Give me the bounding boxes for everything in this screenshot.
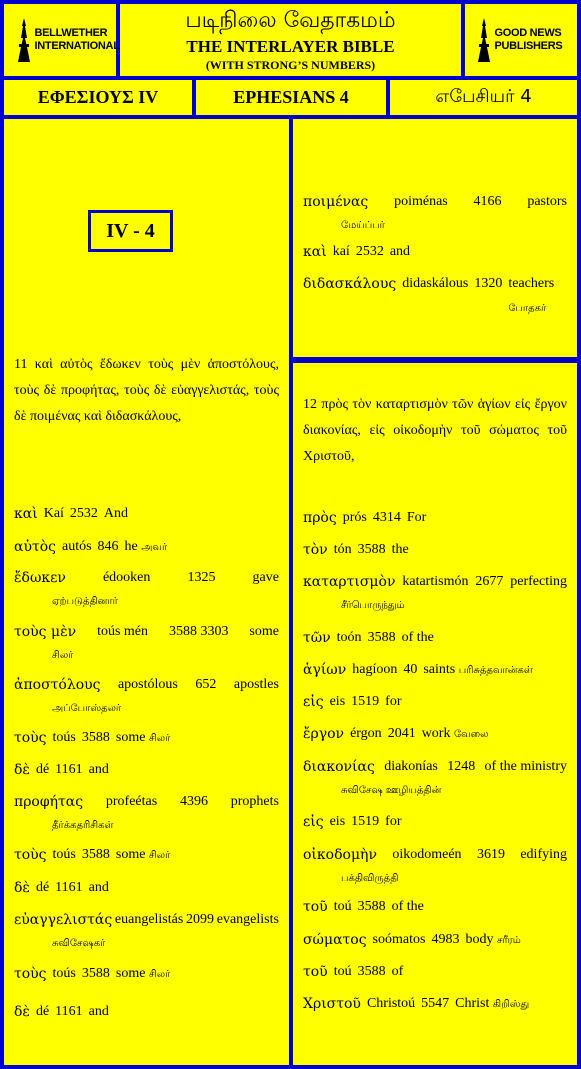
entry-line [303,992,567,1017]
transliteration: toús [52,730,76,745]
left-word-entry [14,566,279,614]
greek-word: πρὸς [303,510,337,526]
right-word-entry [303,960,567,984]
transliteration: dé [35,1004,50,1019]
greek-word: τῶν [303,630,331,646]
entry-line [303,810,567,834]
entry-line [303,658,567,683]
english-gloss: he அவர் [124,539,168,554]
english-gloss: of the [391,899,424,914]
transliteration: apostólous [117,677,178,692]
strong-number: 3588 [357,899,386,914]
entry-line [14,790,279,814]
greek-word: καταρτισμὸν [303,574,396,590]
english-gloss: and [88,762,109,777]
entry-line [14,502,279,526]
strong-number: 4314 [372,510,401,525]
strong-number: 3588 [81,847,110,862]
transliteration: dé [35,762,50,777]
right-word-entry [303,626,567,650]
transliteration: tón [333,542,352,557]
tamil-gloss: சிலர் [148,733,171,744]
right-word-entry [303,538,567,562]
transliteration: toús [52,847,76,862]
transliteration: érgon [350,726,382,741]
entry-line [303,190,567,214]
entry-line [303,240,567,264]
strong-number: 3588 3303 [168,624,229,639]
right-word-entry [303,928,567,953]
strong-number: 1161 [55,1004,83,1019]
entry-line [14,1000,279,1024]
transliteration: dé [35,880,50,895]
entry-line [14,535,279,560]
entry-line [303,506,567,530]
transliteration: eis [329,694,346,709]
english-gloss: teachers போதகர் [508,276,555,314]
transliteration: poiménas [394,194,448,209]
english-gloss: saints பரிசுத்தவான்கள் [423,662,533,677]
right-top-word-entry [303,190,567,238]
english-gloss: edifying [520,847,567,862]
entry-line [303,960,567,984]
greek-word: δὲ [14,880,30,896]
entry-line [303,722,567,747]
left-word-entry [14,908,279,956]
english-gloss: for [385,694,402,709]
strong-number: 652 [195,677,217,692]
english-gloss: perfecting [510,574,567,589]
transliteration: édooken [102,570,151,585]
transliteration: autós [61,539,92,554]
chapter-badge: IV - 4 [88,210,173,252]
english-gloss: For [406,510,427,525]
greek-word: εἰς [303,814,324,830]
tamil-gloss: மேய்ப்பர் [341,220,385,231]
greek-word: ἀποστόλους [14,677,101,693]
strong-number: 3588 [81,730,110,745]
transliteration: toú [333,899,352,914]
strong-number: 4983 [431,932,460,947]
greek-word: τοὺς [14,730,47,746]
strong-number: 1519 [351,814,380,829]
entry-line [303,626,567,650]
entry-line [303,272,567,321]
english-gloss: some சிலர் [115,966,171,981]
greek-word: τοῦ [303,964,328,980]
english-gloss: and [88,880,109,895]
english-gloss: And [103,506,129,521]
strong-number: 2677 [475,574,504,589]
left-word-entry [14,758,279,782]
left-word-entry [14,502,279,526]
english-gloss: apostles [233,677,279,692]
entry-line [303,843,567,867]
strong-number: 846 [97,539,119,554]
verse-11-text: 11 καὶ αὐτὸς ἔδωκεν τοὺς μὲν ἀποστόλους, τοὺς δὲ προφήτας, τοὺς δὲ εὐαγγελιστάς, τοὺς δὲ ποιμένας καὶ διδασκάλους, [14,357,279,424]
english-gloss: Christ கிறிஸ்து [455,996,530,1011]
strong-number: 1248 [447,759,476,774]
tamil-gloss: பக்திவிருத்தி [341,873,399,884]
greek-word: σώματος [303,932,367,948]
left-word-entry [14,962,279,987]
left-logo-text: BELLWETHER INTERNATIONAL [34,27,120,52]
tamil-gloss: கிறிஸ்து [492,999,530,1010]
greek-word: ἔδωκεν [14,570,66,586]
english-gloss: some சிலர் [115,730,171,745]
greek-word: ἁγίων [303,662,347,678]
left-word-entry [14,620,279,668]
transliteration: oikodomeén [392,847,462,862]
greek-word: αὐτὸς [14,539,56,555]
english-gloss: the [391,542,409,557]
greek-word: διακονίας [303,759,375,775]
tamil-gloss: சிலர் [52,650,74,661]
strong-number: 40 [403,662,418,677]
strong-number: 1519 [351,694,380,709]
tamil-gloss: அப்போஸ்தலர் [52,703,122,714]
english-gloss: and [389,244,411,259]
greek-word: δὲ [14,1004,30,1020]
right-word-entry [303,506,567,530]
greek-word: διδασκάλους [303,276,397,292]
greek-word: τὸν [303,542,328,558]
right-logo-text: GOOD NEWS PUBLISHERS [494,27,563,52]
right-word-entry [303,722,567,747]
strong-number: 3588 [357,964,386,979]
left-word-entry [14,673,279,721]
transliteration: hagíoon [352,662,398,677]
entry-line [303,690,567,714]
left-word-entry [14,726,279,751]
transliteration: euangelistás [114,912,184,927]
tamil-gloss: சுவிசேஷ ஊழியத்தின் [341,785,442,796]
entry-line [303,755,567,779]
entry-line [14,673,279,697]
tamil-gloss: சீர்பொருந்தும் [341,600,405,611]
right-word-entry [303,658,567,683]
transliteration: toús mén [97,624,149,639]
greek-word: εἰς [303,694,324,710]
greek-word: τοῦ [303,899,328,915]
greek-word: εὐαγγελιστάς [14,912,113,928]
greek-word: ποιμένας [303,194,369,210]
right-top-word-entry [303,240,567,264]
title-tamil: படிநிலை வேதாகமம் [185,8,396,33]
english-gloss: of the [401,630,434,645]
entry-line [14,843,279,868]
verse-12-text: 12 πρὸς τὸν καταρτισμὸν τῶν ἁγίων εἰς ἔργον διακονίας, εἰς οἰκοδομὴν τοῦ σώματος τοῦ Χριστοῦ, [303,397,567,464]
english-gloss: for [385,814,402,829]
greek-word: Χριστοῦ [303,996,361,1012]
strong-number: 1161 [55,880,83,895]
strong-number: 2099 [186,912,215,927]
book-greek: ΕΦΕΣΙΟΥΣ IV [4,80,192,115]
right-word-entry [303,810,567,834]
greek-word: καὶ [14,506,38,522]
greek-word: καὶ [303,244,327,260]
entry-line [303,895,567,919]
transliteration: toón [336,630,362,645]
tamil-gloss: சுவிசேஷகர் [52,938,106,949]
transliteration: prós [342,510,367,525]
strong-number: 3588 [367,630,396,645]
entry-line [14,620,279,644]
english-gloss: of the ministry [484,759,567,774]
strong-number: 2532 [69,506,98,521]
right-word-entry [303,843,567,891]
tamil-gloss: அவர் [141,542,168,553]
strong-number: 1325 [187,570,216,585]
strong-number: 4166 [473,194,502,209]
left-word-entry [14,1000,279,1024]
greek-word: προφήτας [14,794,84,810]
tamil-gloss: தீர்க்கதரிசிகள் [52,820,114,831]
greek-word: τοὺς μὲν [14,624,77,640]
english-gloss: pastors [527,194,567,209]
transliteration: didaskálous [402,276,469,291]
tamil-gloss: வேலை [453,729,489,740]
tamil-gloss: சிலர் [148,969,171,980]
tamil-gloss: போதகர் [508,303,547,314]
english-gloss: and [88,1004,109,1019]
entry-line [303,538,567,562]
left-word-entry [14,790,279,838]
entry-line [14,908,279,932]
left-word-entry [14,876,279,900]
english-gloss: some [249,624,279,639]
right-top-column [293,119,577,357]
left-word-entry [14,535,279,560]
english-gloss: work வேலை [421,726,489,741]
transliteration: soómatos [372,932,426,947]
strong-number: 2041 [387,726,416,741]
book-tamil: எபேசியர் 4 [390,80,577,115]
tamil-gloss: ஏற்படுத்தினார் [52,596,118,607]
entry-line [14,758,279,782]
title-english: THE INTERLAYER BIBLE [186,37,395,56]
tamil-gloss: பரிசுத்தவான்கள் [458,665,533,676]
entry-line [14,566,279,590]
greek-word: οἰκοδομὴν [303,847,377,863]
transliteration: toús [52,966,76,981]
transliteration: diakonías [384,759,438,774]
strong-number: 5547 [421,996,450,1011]
greek-word: ἔργον [303,726,345,742]
bell-tower-icon [16,18,32,62]
strong-number: 4396 [179,794,208,809]
publisher-logo-left [4,4,120,76]
right-word-entry [303,690,567,714]
right-word-entry [303,570,567,618]
english-gloss: body சரீரம் [465,932,521,947]
greek-word: τοὺς [14,847,47,863]
transliteration: Christoú [366,996,416,1011]
english-gloss: of [391,964,404,979]
tamil-gloss: சிலர் [148,850,171,861]
right-word-entry [303,992,567,1017]
entry-line [14,876,279,900]
tower-icon [476,18,492,62]
transliteration: toú [333,964,352,979]
publisher-logo-right [465,4,577,76]
transliteration: kaí [332,244,350,259]
english-gloss: prophets [230,794,279,809]
english-gloss: gave [252,570,279,585]
strong-number: 3588 [357,542,386,557]
transliteration: eis [329,814,346,829]
title-block [120,4,461,76]
entry-line [14,962,279,987]
strong-number: 1320 [474,276,503,291]
transliteration: profeétas [105,794,158,809]
subtitle: (WITH STRONG’S NUMBERS) [205,58,376,72]
strong-number: 1161 [55,762,83,777]
entry-line [303,570,567,594]
tamil-gloss: சரீரம் [496,935,521,946]
right-word-entry [303,755,567,803]
right-word-entry [303,895,567,919]
greek-word: τοὺς [14,966,47,982]
book-english: EPHESIANS 4 [196,80,386,115]
entry-line [303,928,567,953]
english-gloss: evangelists [216,912,279,927]
strong-number: 3588 [81,966,110,981]
english-gloss: some சிலர் [115,847,171,862]
strong-number: 2532 [355,244,384,259]
transliteration: katartismón [402,574,469,589]
strong-number: 3619 [476,847,505,862]
greek-word: δὲ [14,762,30,778]
entry-line [14,726,279,751]
right-top-word-entry [303,272,567,321]
left-word-entry [14,843,279,868]
transliteration: Kaí [43,506,64,521]
